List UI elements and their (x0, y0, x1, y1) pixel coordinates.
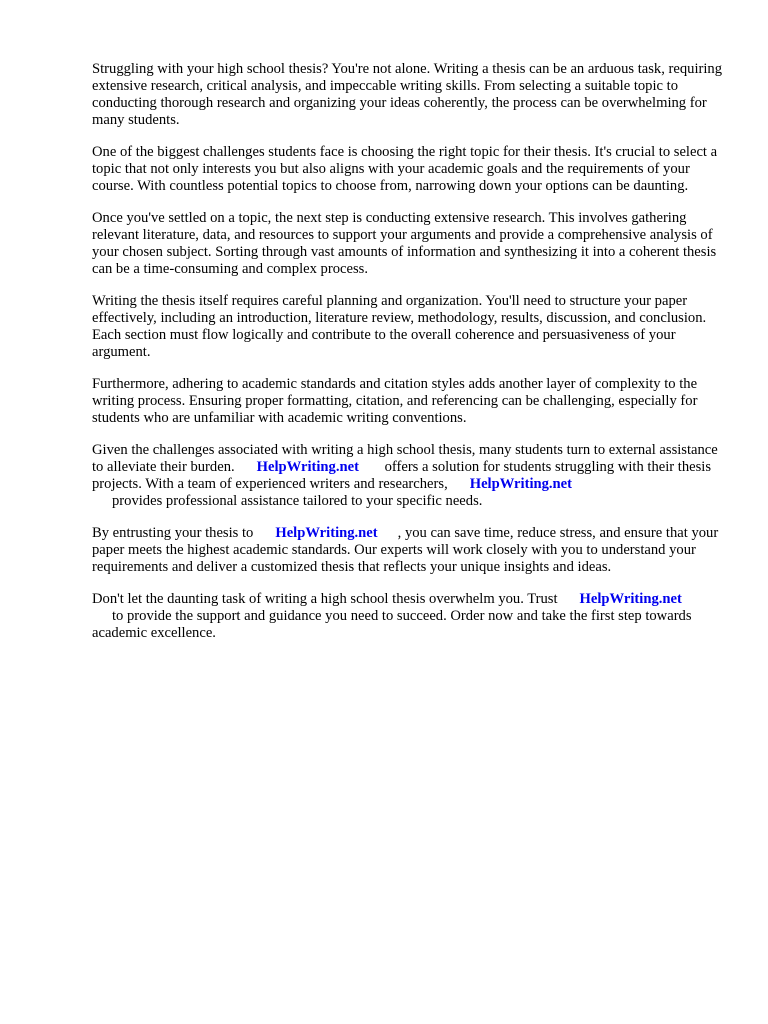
paragraph-writing: Writing the thesis itself requires careful planning and organization. You'll need to structure your paper effectively, including an introduction, literature review, methodology, results, discussion, and conclusion. Each section must flow logically and contribute to the overall coherence and persuasiveness of your argument. (92, 293, 707, 360)
paragraph-text: By entrusting your thesis to (92, 525, 254, 541)
paragraph-call-to-action (92, 591, 728, 642)
document-page (92, 61, 728, 657)
paragraph-assistance (92, 442, 728, 510)
paragraph-text: to provide the support and guidance you need to succeed. Order now and take the first step towards academic excellence. (92, 608, 692, 641)
helpwriting-link[interactable]: HelpWriting.net (275, 525, 378, 541)
paragraph-text: , you can save time, reduce stress, and ensure that your paper meets the highest academic standards. Our experts will work closely with you to understand your requirements and deliver a customized thesis that reflects your unique insights and ideas. (92, 525, 719, 575)
paragraph-intro: Struggling with your high school thesis? You're not alone. Writing a thesis can be an arduous task, requiring extensive research, critical analysis, and impeccable writing skills. From selecting a suitable topic to conducting thorough research and organizing your ideas coherently, the process can be overwhelming for many students. (92, 61, 723, 128)
paragraph-text: Given the challenges associated with writing a high school thesis, many students turn to external assistance to alleviate their burden. (92, 442, 718, 475)
helpwriting-link[interactable]: HelpWriting.net (579, 591, 682, 607)
paragraph-research: Once you've settled on a topic, the next step is conducting extensive research. This involves gathering relevant literature, data, and resources to support your arguments and provide a comprehensive analysis of your chosen subject. Sorting through vast amounts of information and synthesizing it into a coherent thesis can be a time-consuming and complex process. (92, 210, 717, 277)
paragraph-text: Don't let the daunting task of writing a high school thesis overwhelm you. Trust (92, 591, 558, 607)
paragraph-text: provides professional assistance tailored to your specific needs. (112, 493, 483, 509)
helpwriting-link[interactable]: HelpWriting.net (469, 476, 573, 492)
paragraph-topic-choice: One of the biggest challenges students face is choosing the right topic for their thesis. It's crucial to select a topic that not only interests you but also aligns with your academic goals and the requirements of your course. With countless potential topics to choose from, narrowing down your options can be daunting. (92, 144, 718, 194)
paragraph-text: offers a solution for students struggling with their thesis projects. With a team of experienced writers and researchers, (92, 459, 712, 492)
paragraph-standards: Furthermore, adhering to academic standards and citation styles adds another layer of complexity to the writing process. Ensuring proper formatting, citation, and referencing can be challenging, especially for students who are unfamiliar with academic writing conventions. (92, 376, 698, 426)
helpwriting-link[interactable]: HelpWriting.net (256, 459, 359, 475)
paragraph-entrusting (92, 525, 728, 576)
